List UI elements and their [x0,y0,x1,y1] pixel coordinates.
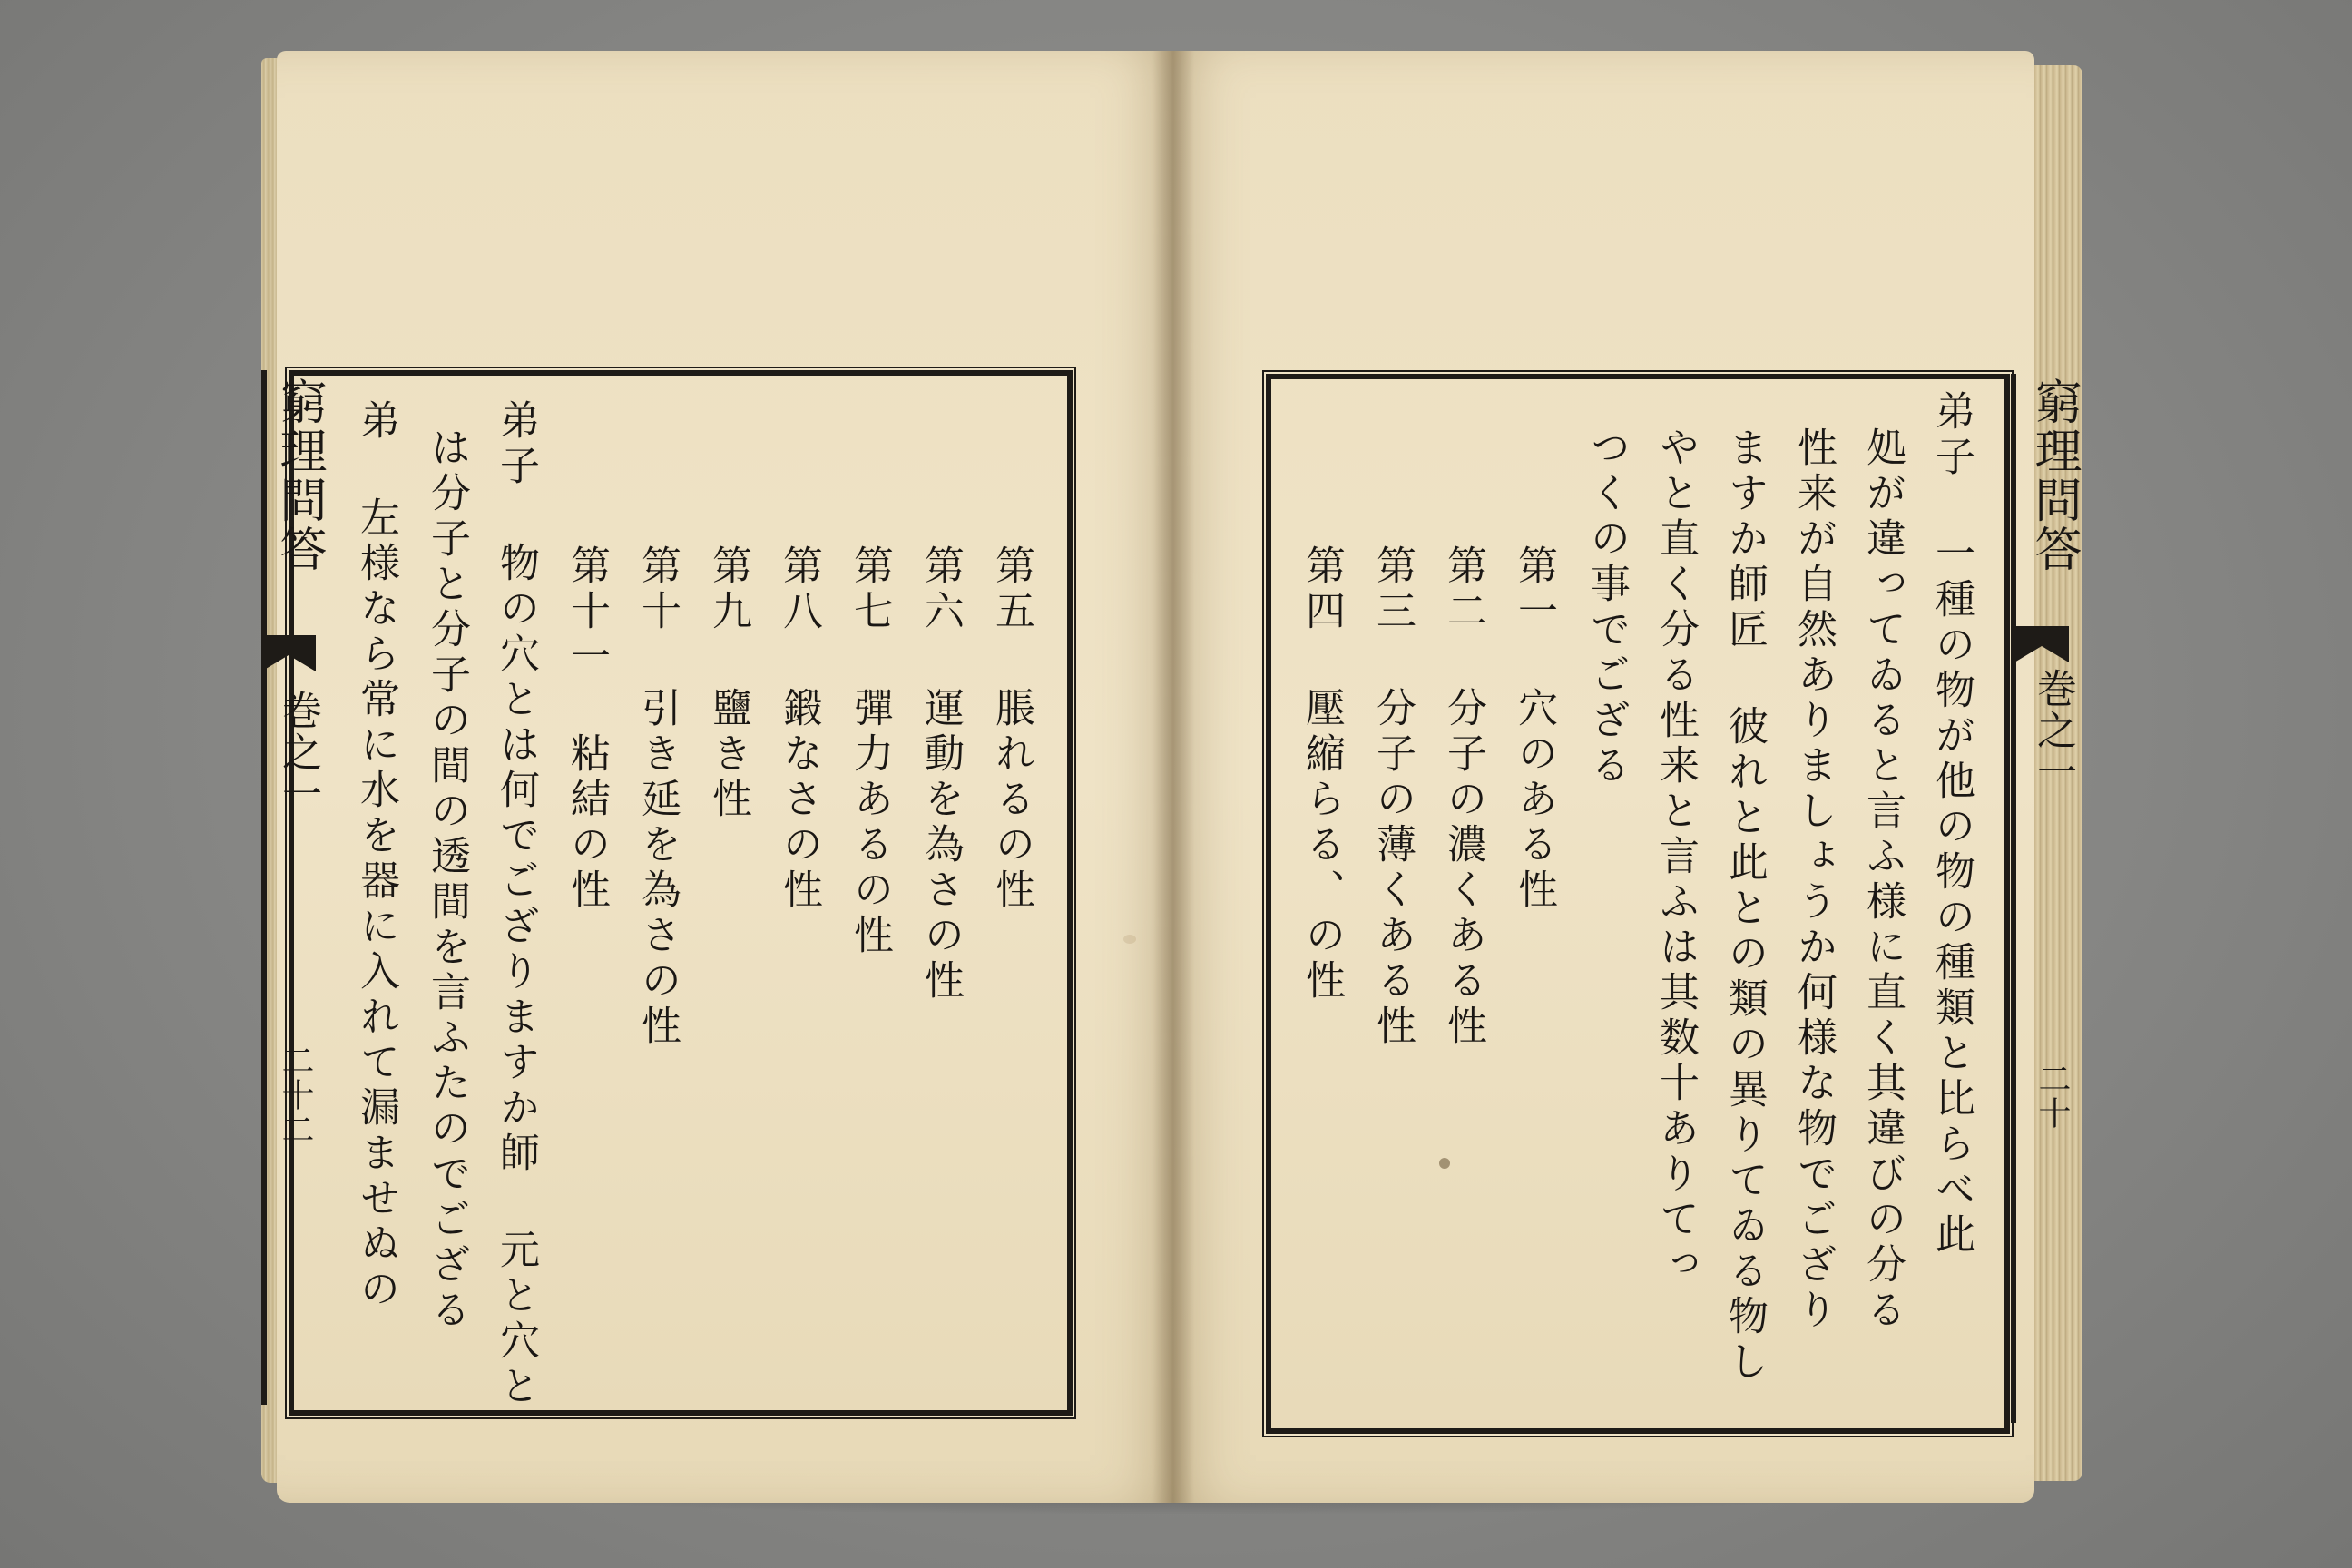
left-column-7: 第十一 粘結の性 [564,544,610,914]
right-column-4: ますか師匠 彼れと此との類の異りてゐる物し [1721,426,1768,1386]
left-margin-title: 窮理問答 [271,377,326,573]
right-column-1: 弟子 一種の物が他の物の種類と比らべ此 [1928,390,1975,1259]
left-column-5: 第九 鹽き性 [705,544,751,823]
right-margin-volume: 巻之一 [2030,668,2076,793]
right-column-8: 第二 分子の濃くある性 [1440,544,1486,1050]
left-margin-folio: 二十二 [277,1044,314,1147]
left-column-1: 第五 脹れるの性 [988,544,1034,914]
right-column-3: 性来が自然ありましょうか何様な物でござり [1790,426,1837,1334]
right-column-10: 第四 壓縮らる、の性 [1298,544,1345,1004]
left-margin-volume: 巻之一 [275,690,321,815]
left-column-10: 弟 左様なら常に水を器に入れて漏ませぬの [353,399,399,1313]
right-margin-folio: 二十 [2034,1062,2071,1131]
right-margin-rule [2011,374,2016,1423]
left-column-9: は分子と分子の間の透間を言ふたのでござる [424,426,470,1334]
left-column-3: 第七 彈力あるの性 [847,544,893,959]
right-column-2: 処が違ってゐると言ふ様に直く其違びの分る [1859,426,1906,1334]
left-column-4: 第八 鍛なさの性 [776,544,822,914]
book-gutter [1152,51,1194,1503]
right-margin-title: 窮理問答 [2026,377,2081,573]
left-column-8: 弟子 物の穴とは何でござりますか師 元と穴と [493,399,539,1410]
left-column-6: 第十 引き延を為さの性 [634,544,681,1050]
right-column-5: やと直く分る性来と言ふは其数十ありてっ [1652,426,1699,1289]
left-column-2: 第六 運動を為さの性 [917,544,964,1004]
paper-stain [1123,935,1136,944]
right-column-7: 第一 穴のある性 [1511,544,1557,914]
right-column-9: 第三 分子の薄くある性 [1369,544,1416,1050]
right-column-6: つくの事でござる [1583,426,1630,789]
